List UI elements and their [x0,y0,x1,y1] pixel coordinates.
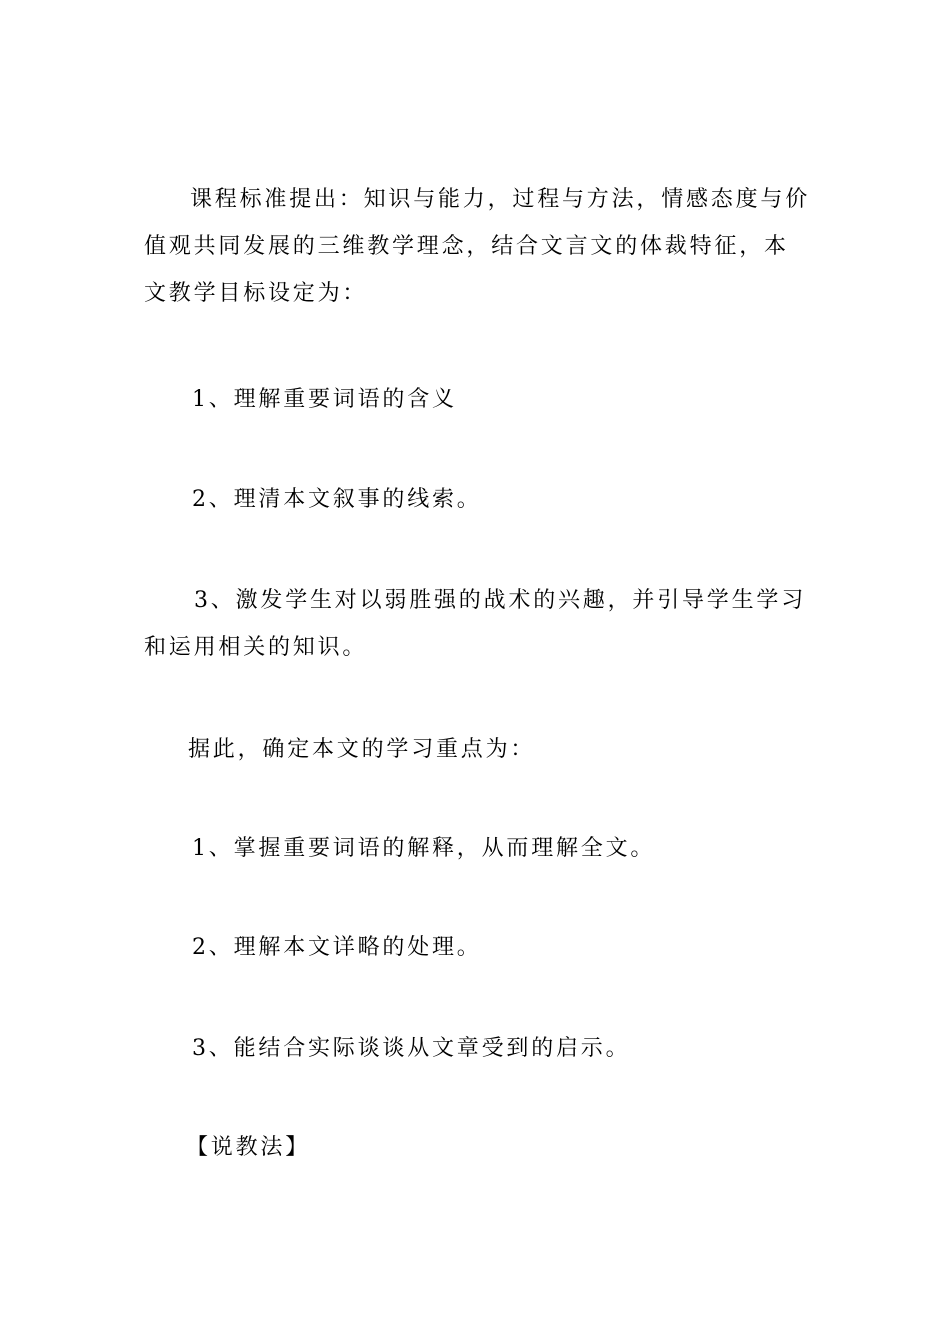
focus-item-1: 1、掌握重要词语的解释，从而理解全文。 [192,836,656,861]
intro-paragraph: 课程标准提出：知识与能力，过程与方法，情感态度与价值观共同发展的三维教学理念，结合文言文的体裁特征，本文教学目标设定为： [144,187,811,306]
focus-item-2: 2、理解本文详略的处理。 [192,935,482,960]
section-heading: 【说教法】 [186,1135,311,1160]
goal-item-2: 2、理清本文叙事的线索。 [192,487,482,512]
goal-item-1: 1、理解重要词语的含义 [192,387,457,412]
focus-item-3: 3、能结合实际谈谈从文章受到的启示。 [192,1036,631,1061]
goal-item-3: 3、激发学生对以弱胜强的战术的兴趣，并引导学生学习和运用相关的知识。 [144,588,806,660]
focus-intro-paragraph: 据此，确定本文的学习重点为： [188,737,536,762]
